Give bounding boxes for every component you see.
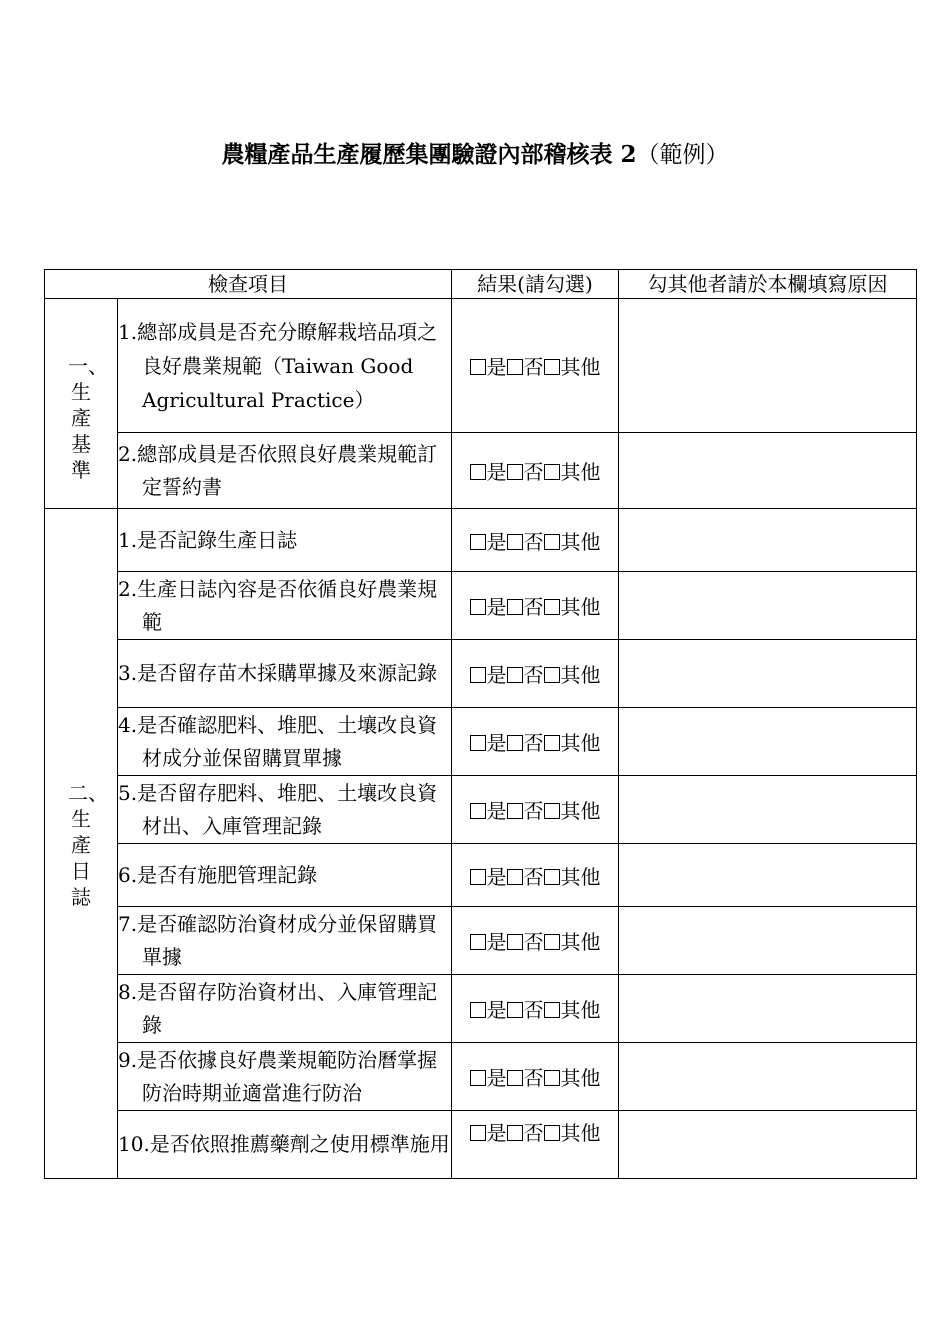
item-text: 7.是否確認防治資材成分並保留購買單據 xyxy=(118,911,438,969)
other-label: 其他 xyxy=(560,930,601,954)
other-label: 其他 xyxy=(560,1121,601,1145)
no-checkbox[interactable] xyxy=(507,534,523,550)
other-label: 其他 xyxy=(560,355,601,379)
item-cell xyxy=(118,509,452,572)
other-label: 其他 xyxy=(560,864,601,889)
header-reason: 勾其他者請於本欄填寫原因 xyxy=(619,270,917,299)
table-row xyxy=(45,299,917,433)
other-checkbox[interactable] xyxy=(544,599,560,615)
section-label-text: 一、生產基準 xyxy=(68,353,108,482)
table-row xyxy=(45,433,917,509)
result-options xyxy=(452,509,619,572)
item-text: 4.是否確認肥料、堆肥、土壤改良資材成分並保留購買單據 xyxy=(118,712,438,770)
item-text: 2.生產日誌內容是否依循良好農業規範 xyxy=(118,576,438,634)
other-checkbox[interactable] xyxy=(544,1125,560,1141)
result-options xyxy=(452,572,619,640)
result-options xyxy=(452,776,619,844)
table-row xyxy=(45,1043,917,1111)
yes-label: 是 xyxy=(486,1121,507,1145)
reason-cell[interactable] xyxy=(619,708,917,776)
reason-cell[interactable] xyxy=(619,509,917,572)
yes-label: 是 xyxy=(486,460,507,484)
result-options xyxy=(452,907,619,975)
yes-checkbox[interactable] xyxy=(470,667,486,683)
yes-label: 是 xyxy=(486,1066,507,1090)
yes-checkbox[interactable] xyxy=(470,464,486,480)
yes-label: 是 xyxy=(486,998,507,1022)
yes-label: 是 xyxy=(486,663,507,687)
item-text: 3.是否留存苗木採購單據及來源記錄 xyxy=(118,661,438,685)
yes-checkbox[interactable] xyxy=(470,534,486,550)
other-checkbox[interactable] xyxy=(544,667,560,683)
section-label-text: 二、生產日誌 xyxy=(68,780,108,909)
other-checkbox[interactable] xyxy=(544,359,560,375)
item-text: 5.是否留存肥料、堆肥、土壤改良資材出、入庫管理記錄 xyxy=(118,780,438,838)
no-checkbox[interactable] xyxy=(507,869,523,885)
reason-cell[interactable] xyxy=(619,1043,917,1111)
no-checkbox[interactable] xyxy=(507,599,523,615)
no-checkbox[interactable] xyxy=(507,934,523,950)
no-label: 否 xyxy=(523,1121,544,1145)
item-text: 2.總部成員是否依照良好農業規範訂定誓約書 xyxy=(118,441,438,499)
no-checkbox[interactable] xyxy=(507,667,523,683)
no-label: 否 xyxy=(523,998,544,1022)
table-row xyxy=(45,509,917,572)
other-checkbox[interactable] xyxy=(544,464,560,480)
item-cell xyxy=(118,1111,452,1179)
yes-label: 是 xyxy=(486,355,507,379)
no-label: 否 xyxy=(523,1066,544,1090)
item-cell xyxy=(118,1043,452,1111)
yes-checkbox[interactable] xyxy=(470,735,486,751)
yes-label: 是 xyxy=(486,529,507,554)
other-label: 其他 xyxy=(560,663,601,687)
no-checkbox[interactable] xyxy=(507,464,523,480)
yes-checkbox[interactable] xyxy=(470,869,486,885)
no-label: 否 xyxy=(523,799,544,823)
yes-checkbox[interactable] xyxy=(470,599,486,615)
reason-cell[interactable] xyxy=(619,433,917,509)
table-row xyxy=(45,708,917,776)
other-label: 其他 xyxy=(560,799,601,823)
title-main: 農糧產品生產履歷集團驗證內部稽核表 2 xyxy=(221,141,637,168)
result-options xyxy=(452,1043,619,1111)
yes-checkbox[interactable] xyxy=(470,1125,486,1141)
yes-checkbox[interactable] xyxy=(470,1070,486,1086)
no-label: 否 xyxy=(523,529,544,554)
item-text: 1.是否記錄生產日誌 xyxy=(118,528,298,552)
result-options xyxy=(452,1111,619,1179)
item-text: 8.是否留存防治資材出、入庫管理記錄 xyxy=(118,979,438,1037)
yes-checkbox[interactable] xyxy=(470,359,486,375)
yes-checkbox[interactable] xyxy=(470,1002,486,1018)
reason-cell[interactable] xyxy=(619,1111,917,1179)
reason-cell[interactable] xyxy=(619,572,917,640)
audit-table xyxy=(44,269,917,1179)
item-cell xyxy=(118,572,452,640)
title-suffix: （範例） xyxy=(636,142,729,168)
yes-checkbox[interactable] xyxy=(470,803,486,819)
table-row xyxy=(45,776,917,844)
section-label-1 xyxy=(45,299,118,509)
table-row xyxy=(45,907,917,975)
result-options xyxy=(452,844,619,907)
yes-label: 是 xyxy=(486,595,507,619)
item-text: 6.是否有施肥管理記錄 xyxy=(118,863,318,887)
item-cell xyxy=(118,975,452,1043)
reason-cell[interactable] xyxy=(619,907,917,975)
yes-label: 是 xyxy=(486,930,507,954)
no-checkbox[interactable] xyxy=(507,803,523,819)
other-checkbox[interactable] xyxy=(544,735,560,751)
result-options xyxy=(452,975,619,1043)
result-options xyxy=(452,640,619,708)
other-checkbox[interactable] xyxy=(544,1002,560,1018)
other-checkbox[interactable] xyxy=(544,803,560,819)
yes-label: 是 xyxy=(486,731,507,755)
item-cell xyxy=(118,776,452,844)
yes-label: 是 xyxy=(486,799,507,823)
item-cell xyxy=(118,640,452,708)
other-checkbox[interactable] xyxy=(544,934,560,950)
no-label: 否 xyxy=(523,864,544,889)
reason-cell[interactable] xyxy=(619,640,917,708)
no-label: 否 xyxy=(523,355,544,379)
no-checkbox[interactable] xyxy=(507,1125,523,1141)
result-options xyxy=(452,433,619,509)
reason-cell[interactable] xyxy=(619,299,917,433)
no-label: 否 xyxy=(523,460,544,484)
other-label: 其他 xyxy=(560,1066,601,1090)
table-row xyxy=(45,975,917,1043)
item-text: 1.總部成員是否充分瞭解栽培品項之良好農業規範（Taiwan Good Agricultural Practice） xyxy=(118,319,438,412)
table-row xyxy=(45,1111,917,1179)
item-text: 10.是否依照推薦藥劑之使用標準施用 xyxy=(118,1132,450,1156)
table-row xyxy=(45,844,917,907)
result-options xyxy=(452,708,619,776)
no-checkbox[interactable] xyxy=(507,1002,523,1018)
item-cell xyxy=(118,907,452,975)
no-label: 否 xyxy=(523,930,544,954)
no-label: 否 xyxy=(523,663,544,687)
other-label: 其他 xyxy=(560,595,601,619)
reason-cell[interactable] xyxy=(619,844,917,907)
header-row xyxy=(45,270,917,299)
other-checkbox[interactable] xyxy=(544,869,560,885)
item-cell xyxy=(118,433,452,509)
no-checkbox[interactable] xyxy=(507,359,523,375)
section-label-2 xyxy=(45,509,118,1179)
other-label: 其他 xyxy=(560,460,601,484)
item-cell xyxy=(118,299,452,433)
header-result: 結果(請勾選) xyxy=(452,270,619,299)
other-label: 其他 xyxy=(560,731,601,755)
other-label: 其他 xyxy=(560,998,601,1022)
other-checkbox[interactable] xyxy=(544,534,560,550)
item-cell xyxy=(118,708,452,776)
other-checkbox[interactable] xyxy=(544,1070,560,1086)
header-items: 檢查項目 xyxy=(45,270,452,299)
item-cell xyxy=(118,844,452,907)
yes-label: 是 xyxy=(486,864,507,889)
no-label: 否 xyxy=(523,595,544,619)
item-text: 9.是否依據良好農業規範防治曆掌握防治時期並適當進行防治 xyxy=(118,1047,438,1105)
no-checkbox[interactable] xyxy=(507,1070,523,1086)
no-label: 否 xyxy=(523,731,544,755)
no-checkbox[interactable] xyxy=(507,735,523,751)
table-row xyxy=(45,572,917,640)
other-label: 其他 xyxy=(560,529,601,554)
result-options xyxy=(452,299,619,433)
yes-checkbox[interactable] xyxy=(470,934,486,950)
reason-cell[interactable] xyxy=(619,776,917,844)
table-row xyxy=(45,640,917,708)
reason-cell[interactable] xyxy=(619,975,917,1043)
page-title xyxy=(0,136,950,169)
